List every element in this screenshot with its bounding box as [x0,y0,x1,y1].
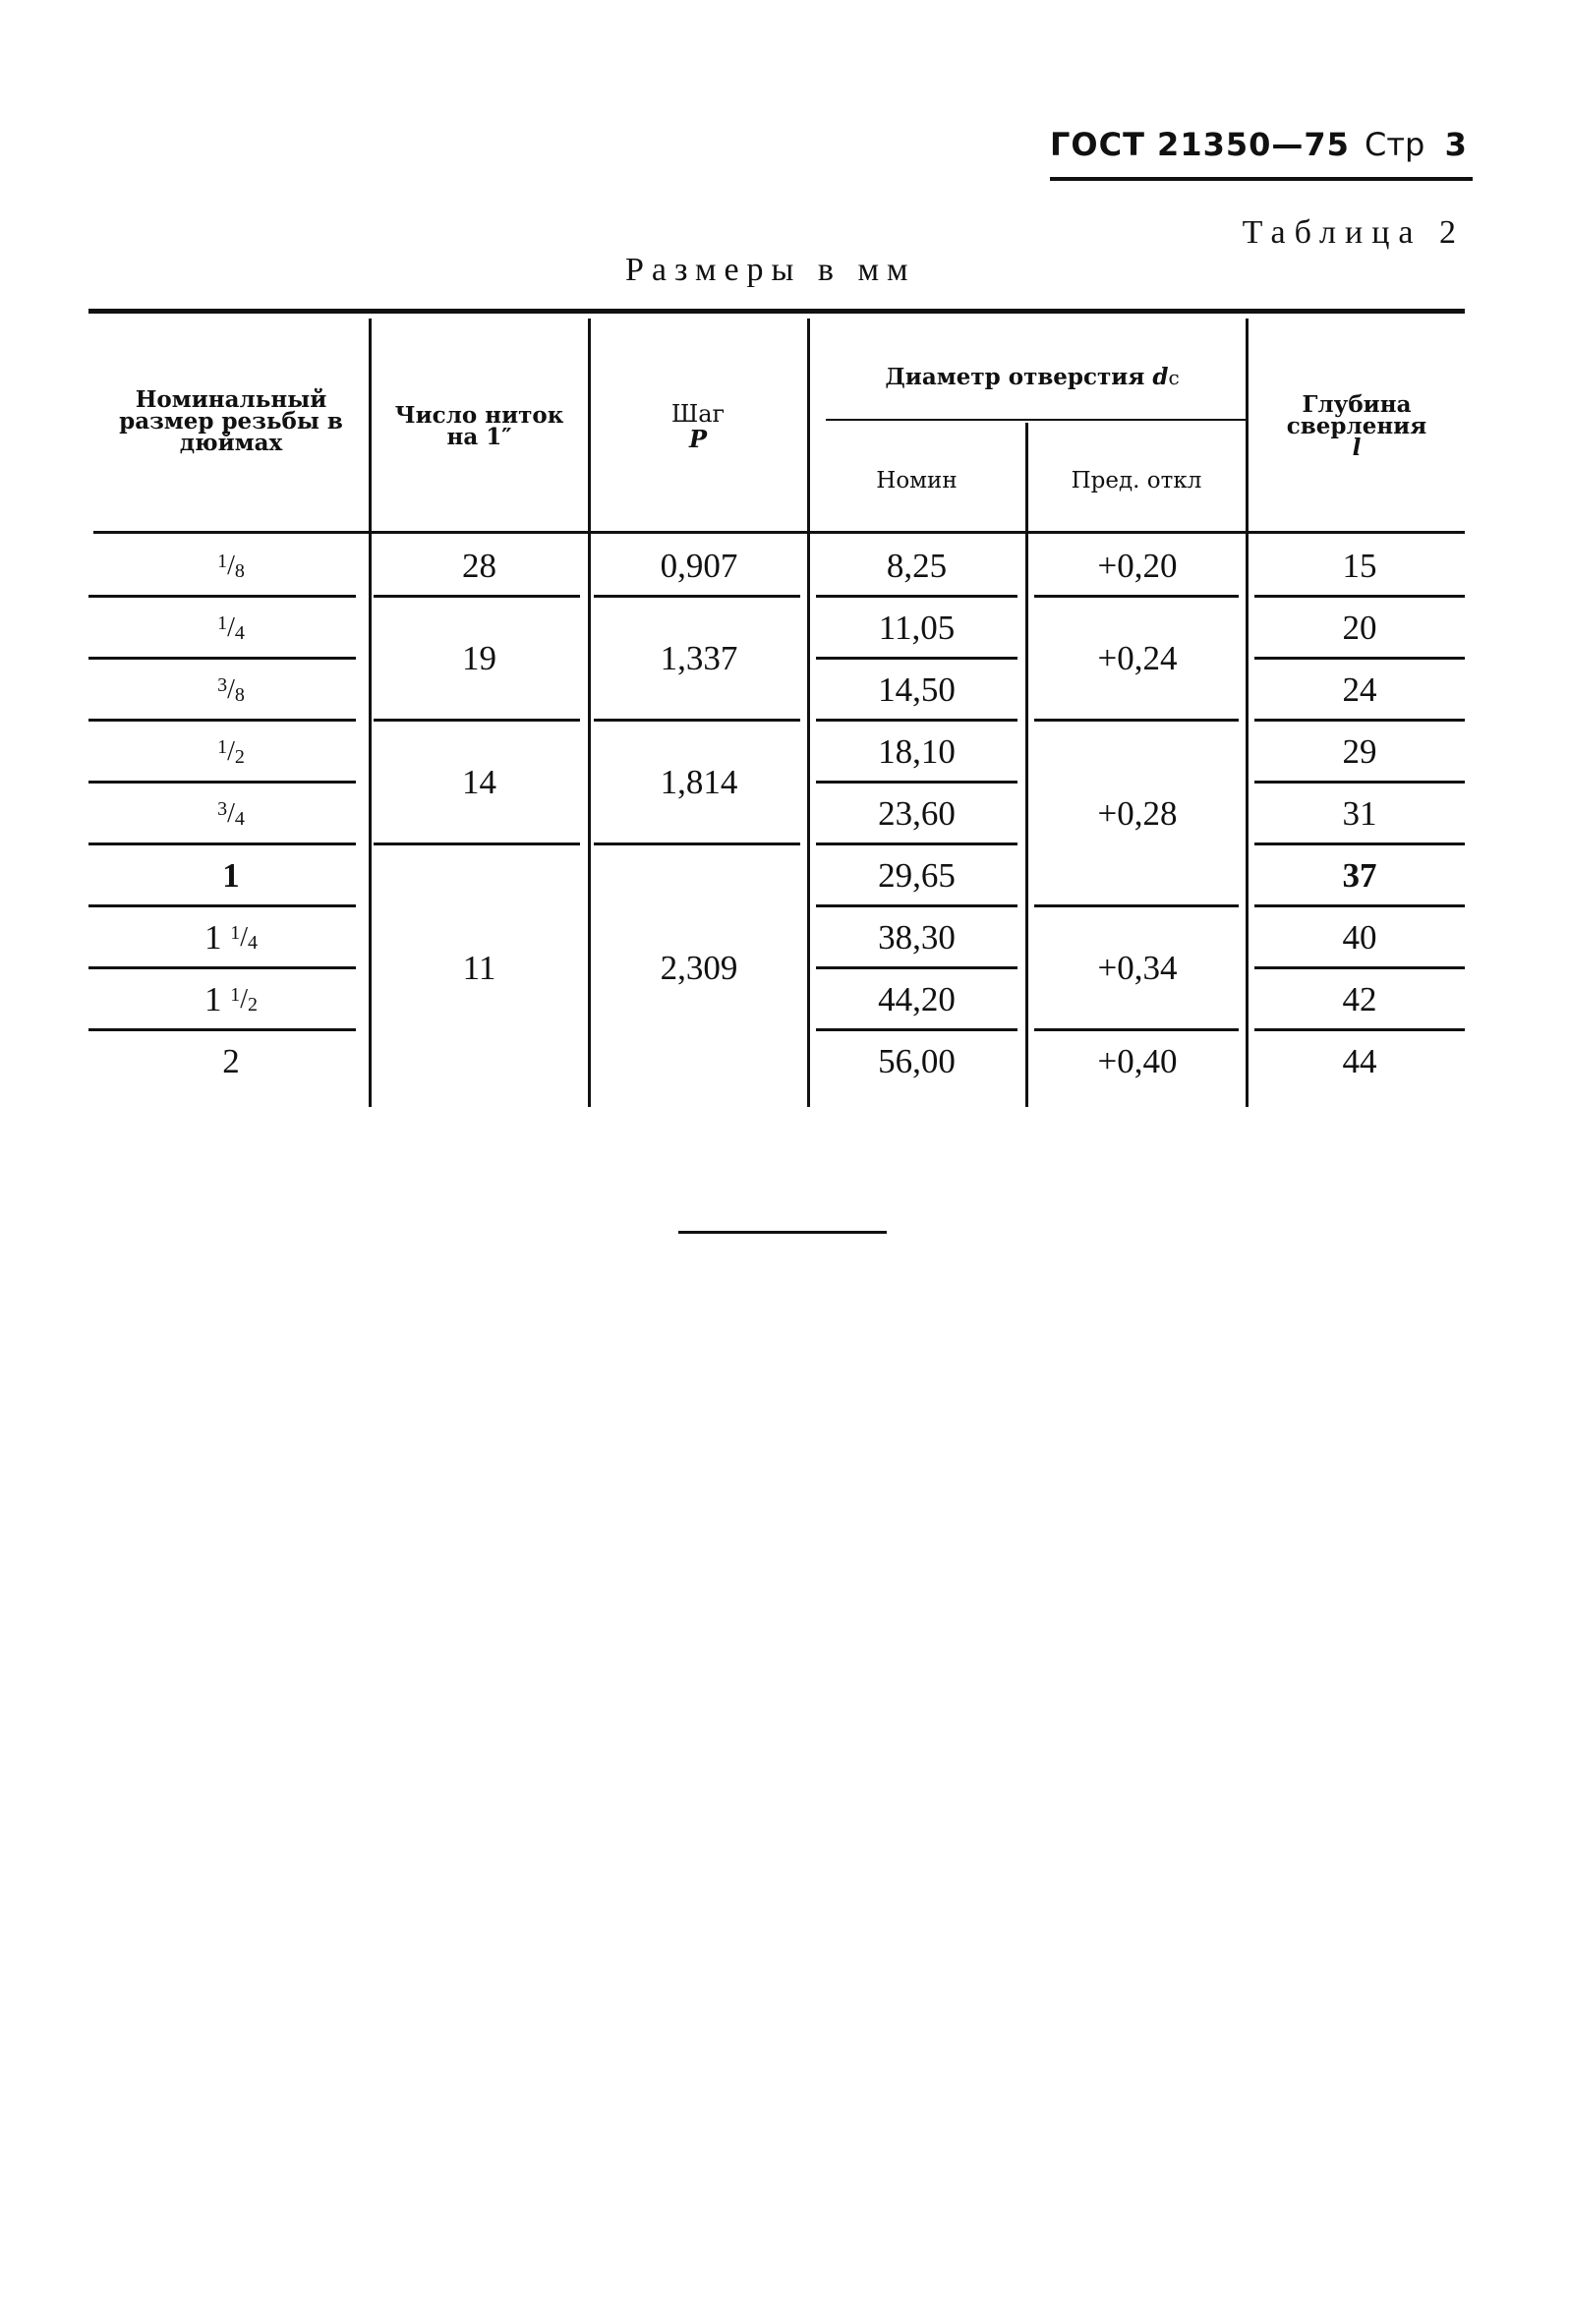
threads-cell: 11 [462,949,496,987]
col-divider-2 [588,319,591,1107]
depth-cell: 24 [1342,669,1377,709]
fraction-slash: / [227,673,235,705]
threads-cell: 19 [462,639,496,677]
group-rule [594,719,800,722]
group-rule [374,842,580,845]
col-divider-1 [369,319,372,1107]
table-label: Таблица 2 [1242,214,1465,251]
nominal-cell: 38,30 [878,917,956,957]
size-denominator: 4 [234,808,245,830]
row-rule [1254,904,1465,907]
size-denominator: 8 [234,560,245,582]
size-denominator: 2 [234,746,245,768]
depth-cell: 40 [1342,917,1377,957]
row-rule [1254,1028,1465,1031]
fraction-slash: / [227,611,235,643]
size-numerator: 1 [230,984,241,1006]
tolerance-cell: +0,40 [1097,1041,1178,1080]
row-rule [1254,719,1465,722]
col-header-nominal: Номин [876,468,958,494]
nominal-cell: 14,50 [878,669,956,709]
group-rule [374,719,580,722]
size-numerator: 1 [217,551,228,572]
diameter-subscript: с [1168,366,1180,389]
size-numerator: 3 [217,674,228,696]
nominal-cell: 23,60 [878,793,956,833]
depth-label: Глубина сверления [1286,391,1427,439]
pitch-label: Шаг [670,400,726,428]
col-divider-4 [1025,423,1028,1107]
group-rule [1034,719,1239,722]
size-whole: 1 [203,917,222,957]
pitch-cell: 2,309 [660,949,738,987]
nominal-cell: 29,65 [878,855,956,895]
row-rule [88,719,356,722]
row-rule [1254,966,1465,969]
fraction-slash: / [227,550,235,581]
thread-dimensions-table [88,309,1465,1115]
row-rule [88,966,356,969]
standard-number: ГОСТ 21350—75 [1050,126,1350,163]
depth-cell: 37 [1342,855,1377,895]
col-header-pitch [600,387,796,466]
row-rule [816,781,1017,784]
pitch-cell: 0,907 [660,546,738,585]
depth-cell: 15 [1342,546,1377,585]
table-top-rule [88,309,1465,314]
col-header-diameter [816,348,1249,407]
diameter-label: Диаметр отверстия [885,364,1145,390]
size-denominator: 2 [248,994,259,1016]
row-rule [88,595,356,598]
size-cell [108,661,354,719]
diameter-subheader-rule [826,419,1247,421]
row-rule [816,842,1017,845]
depth-cell: 20 [1342,608,1377,647]
depth-cell: 31 [1342,793,1377,833]
tolerance-cell: +0,20 [1097,546,1178,585]
page-number-value: 3 [1444,126,1467,163]
row-rule [1254,657,1465,660]
fraction-slash: / [227,735,235,767]
col-header-threads: Число ниток на 1″ [394,402,564,450]
size-cell [108,723,354,781]
size-cell [108,537,354,595]
header-bottom-rule [93,531,1465,534]
group-rule [594,595,800,598]
row-rule [1254,595,1465,598]
col-header-tolerance: Пред. откл [1071,468,1202,494]
row-rule [816,595,1017,598]
nominal-cell: 56,00 [878,1041,956,1080]
nominal-cell: 11,05 [878,608,956,647]
depth-cell: 44 [1342,1041,1377,1080]
page-number [1365,126,1467,163]
col-divider-3 [807,319,810,1107]
size-numerator: 1 [217,612,228,634]
nominal-cell: 18,10 [878,731,956,771]
depth-symbol: l [1352,435,1362,461]
row-rule [816,1028,1017,1031]
row-rule [816,966,1017,969]
header-rule [1050,177,1473,181]
tolerance-cell: +0,34 [1097,949,1178,987]
size-numerator: 3 [217,798,228,820]
group-rule [594,842,800,845]
page-header [1050,126,1473,183]
depth-cell: 29 [1342,731,1377,771]
nominal-cell: 44,20 [878,979,956,1018]
end-rule [678,1231,887,1234]
nominal-cell: 8,25 [886,546,948,585]
fraction-slash: / [240,983,249,1015]
size-cell [108,599,354,657]
size-cell: 1 [222,855,240,895]
size-whole: 1 [203,979,222,1018]
fraction-slash: / [240,921,249,953]
depth-cell: 42 [1342,979,1377,1018]
row-rule [816,719,1017,722]
tolerance-cell: +0,24 [1097,639,1178,677]
threads-cell: 28 [462,546,496,585]
group-rule [1034,595,1239,598]
row-rule [88,781,356,784]
diameter-symbol: d [1152,364,1169,390]
size-cell [108,970,354,1028]
threads-cell: 14 [462,763,496,801]
row-rule [88,904,356,907]
size-cell [108,784,354,842]
row-rule [816,657,1017,660]
col-header-size: Номинальный размер резьбы в дюймах [119,386,343,456]
size-denominator: 4 [234,622,245,644]
size-cell [108,908,354,966]
row-rule [1254,781,1465,784]
col-header-depth [1258,378,1455,476]
pitch-cell: 1,337 [660,639,738,677]
row-rule [88,1028,356,1031]
size-numerator: 1 [217,736,228,758]
page-label: Стр [1365,126,1425,163]
size-numerator: 1 [230,922,241,944]
row-rule [816,904,1017,907]
pitch-symbol: P [688,425,708,453]
row-rule [88,657,356,660]
units-caption: Размеры в мм [625,252,916,288]
group-rule [1034,904,1239,907]
row-rule [88,842,356,845]
group-rule [1034,1028,1239,1031]
size-denominator: 4 [248,932,259,954]
size-cell: 2 [222,1041,240,1080]
size-denominator: 8 [234,684,245,706]
group-rule [374,595,580,598]
pitch-cell: 1,814 [660,763,738,801]
fraction-slash: / [227,797,235,829]
col-divider-5 [1246,319,1249,1107]
tolerance-cell: +0,28 [1097,793,1178,833]
row-rule [1254,842,1465,845]
